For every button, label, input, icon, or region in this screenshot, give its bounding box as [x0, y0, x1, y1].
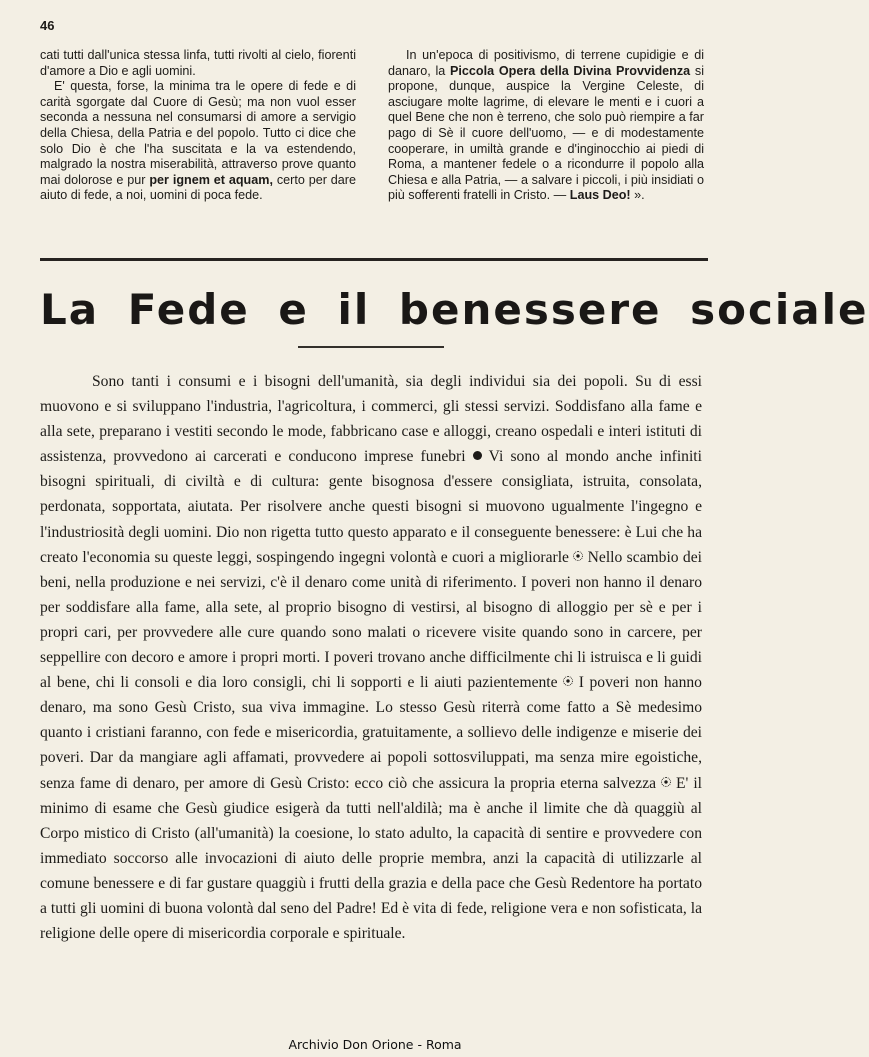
bullet-dot-icon [473, 451, 482, 460]
article-body [40, 369, 702, 946]
bullet-dot-icon [563, 676, 573, 686]
body-sentence-4: I poveri non hanno denaro, ma sono Gesù Cristo, sua viva immagine. Lo stesso Gesù riterrà come fatto a Sè medesimo quanto i cristiani faranno, con fede e misericordia, gratuitamente, a sollievo delle indigenze e miserie dei poveri. Dar da mangiare agli affamati, provvedere ai popoli sottosviluppati, ma senza mire egoistiche, senza fame di denaro, per amore di Gesù Cristo: ecco ciò che assicura la propria eterna salvezza [40, 674, 702, 792]
right-paragraph [388, 48, 704, 204]
left-paragraph-2 [40, 79, 356, 204]
right-text-start: In un'epoca di positivismo, di terrene cupidigie e di danaro, la [388, 48, 704, 78]
body-sentence-2: Vi sono al mondo anche infiniti bisogni spirituali, di civiltà e di cultura: gente bisognosa d'essere consigliata, istruita, consolata, perdonata, sopportata, aiutata. Per risolvere anche questi bisogni si muovono ugualmente l'ingegno e l'industriosità degli uomini. Dio non rigetta tutto questo apparato e il conseguente benessere: è Lui che ha creato l'economia su queste leggi, sospingendo ingegni volontà e cuori a migliorarle [40, 448, 702, 566]
body-sentence-5: E' il minimo di esame che Gesù giudice esigerà da tutti nell'aldilà; ma è anche il limite che dà quaggiù al Corpo mistico di Cristo (all'umanità) la coesione, lo stato adulto, la capacità di sentire e provvedere con immediato soccorso alle invocazioni di aiuto delle proprie membra, anzi la capacità di utilizzarle al comune benessere e di far gustare quaggiù i frutti della grazia e della pace che Gesù Redentore ha portato a tutti gli uomini di buona volontà dal seno del Padre! Ed è vita di fede, religione vera e non sofisticata, la religione delle opere di misericordia corporale e spirituale. [40, 774, 702, 943]
section-divider [40, 258, 708, 261]
organization-name: Piccola Opera della Divina Provvidenza [450, 63, 691, 78]
page-number: 46 [40, 18, 55, 33]
archive-footer: Archivio Don Orione - Roma [288, 1037, 462, 1052]
bullet-dot-icon [573, 551, 583, 561]
bullet-dot-icon [661, 777, 671, 787]
title-underline [298, 346, 444, 348]
left-p2-text: E' questa, forse, la minima tra le opere di fede e di carità sgorgate dal Cuore di Gesù; ma non vuol esser seconda a nessuna nel consumarsi di amore a servigio della Chiesa, della Patria e del popolo. Tutto ci dice che solo Dio è che l'ha suscitata e la va estendendo, malgrado la nostra miserabilità, attraverso prove quanto mai dolorose e pur [40, 79, 356, 187]
closing-quote: ». [634, 188, 645, 203]
left-column [40, 48, 356, 204]
right-text-main: si propone, dunque, auspice la Vergine Celeste, di asciugare molte lagrime, di elevare le menti e i cuori a quel Bene che non è terreno, che solo può riempire a far pago di Sè il cuore dell'uomo, — e di modestamente cooperare, in umiltà grande e d'inginocchio ai piedi di Roma, a mantener fedele o a ricondurre il popolo alla Chiesa e alla Patria, — a salvare i piccoli, i più insidiati o più sofferenti fratelli in Cristo. — [388, 63, 705, 203]
article-title: La Fede e il benessere sociale [40, 285, 869, 334]
body-sentence-3: Nello scambio dei beni, nella produzione e nei servizi, c'è il denaro come unità di riferimento. I poveri non hanno il denaro per soddisfare alla fame, alla sete, al proprio bisogno di vestirsi, al bisogno di alloggio per sè e per i propri cari, per provvedere alle cure quando sono malati o ricevere visite quando sono in carcere, per seppellire con decoro e amore i propri morti. I poveri trovano anche difficilmente chi li istruisca e li guidi al bene, chi li consoli e dia loro consigli, chi li sopporti e li aiuti pazientemente [40, 548, 702, 692]
closing-phrase: Laus Deo! [569, 188, 631, 203]
left-p2-end: certo per dare aiuto di fede, a noi, uomini di poca fede. [40, 172, 357, 203]
latin-phrase: per ignem et aquam, [149, 172, 273, 187]
body-sentence-1: Sono tanti i consumi e i bisogni dell'umanità, sia degli individui sia dei popoli. Su di essi muovono e si sviluppano l'industria, l'agricoltura, i commerci, gli stessi servizi. Soddisfano alla fame e alla sete, preparano i vestiti secondo le mode, fabbricano case e alloggi, creano ospedali e interi istituti di assistenza, provvedono ai carcerati e conducono imprese funebri [40, 373, 702, 466]
left-paragraph-1: cati tutti dall'unica stessa linfa, tutti rivolti al cielo, fiorenti d'amore a Dio e agli uomini. [40, 48, 356, 78]
right-column [388, 48, 704, 204]
